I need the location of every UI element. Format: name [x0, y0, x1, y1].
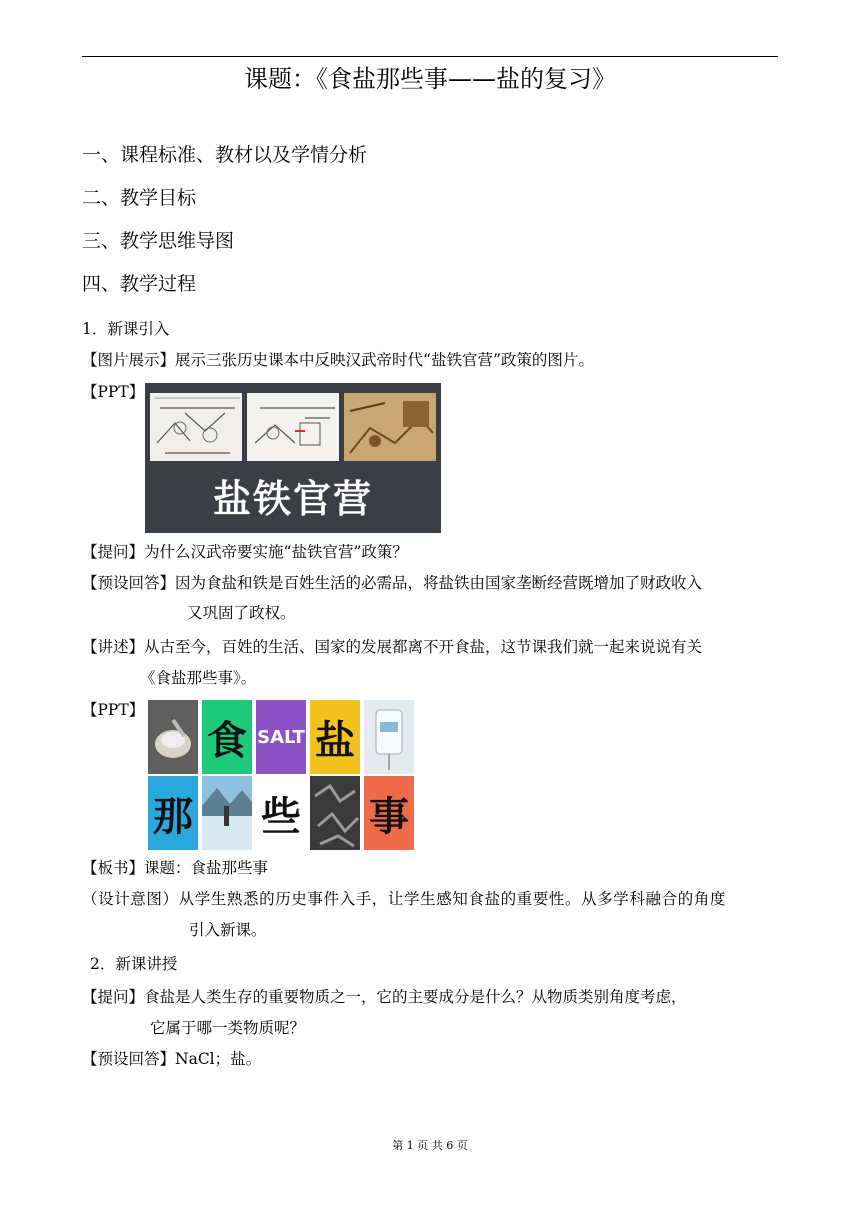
tile-yan: 盐: [310, 700, 360, 774]
answer-1-line-2: 又巩固了政权。: [187, 604, 296, 622]
narration-paragraph: [82, 635, 702, 659]
step-1-heading: 1．新课引入: [82, 320, 170, 338]
tile-iv-bag-photo: [364, 700, 414, 774]
answer-1-paragraph: [82, 571, 702, 595]
answer-1-line-1: 因为食盐和铁是百姓生活的必需品，将盐铁由国家垄断经营既增加了财政收入: [175, 574, 703, 592]
board-label: 【板书】: [82, 859, 145, 877]
narration-line-1: 从古至今，百姓的生活、国家的发展都离不开食盐，这节课我们就一起来说说有关: [144, 638, 703, 656]
board-paragraph: [82, 856, 268, 880]
narration-line-2: 《食盐那些事》。: [140, 669, 257, 687]
section-heading-1: 一、课程标准、教材以及学情分析: [82, 144, 368, 166]
rock-salt-icon: [310, 776, 360, 850]
answer-2-text: NaCl；盐。: [175, 1050, 262, 1068]
ppt-image-salt-iron: [145, 383, 441, 533]
historical-illustration-1: [150, 393, 242, 461]
question-1-paragraph: [82, 540, 408, 564]
design-intent-paragraph: [82, 887, 726, 911]
tile-xie: 些: [256, 776, 306, 850]
section-heading-4: 四、教学过程: [82, 273, 197, 295]
ppt-caption-salt-iron: 盐铁官营: [212, 477, 373, 521]
step-2-heading: 2．新课讲授: [90, 955, 178, 973]
tile-shi: 食: [202, 700, 252, 774]
header-rule: [82, 56, 778, 57]
ppt-image-salt-tiles: [148, 700, 416, 850]
tile-salt-photo: [148, 700, 198, 774]
answer-2-paragraph: [82, 1047, 261, 1071]
narration-label: 【讲述】: [82, 638, 145, 656]
picture-show-paragraph: [82, 348, 594, 372]
question-2-line-2: 它属于哪一类物质呢？: [150, 1019, 306, 1037]
question-2-paragraph: [82, 985, 687, 1009]
design-intent-line-2: 引入新课。: [189, 921, 267, 939]
tile-rock-salt-photo: [310, 776, 360, 850]
question-1-text: 为什么汉武帝要实施“盐铁官营”政策？: [144, 543, 408, 561]
page-title: 课题：《食盐那些事——盐的复习》: [244, 65, 616, 93]
section-heading-3: 三、教学思维导图: [82, 230, 235, 252]
salt-cellar-icon: [148, 700, 198, 774]
picture-show-text: 展示三张历史课本中反映汉武帝时代“盐铁官营”政策的图片。: [175, 351, 594, 369]
ppt-label-1: 【PPT】: [82, 383, 145, 401]
tile-salt-lake-photo: [202, 776, 252, 850]
answer-2-label: 【预设回答】: [82, 1050, 176, 1068]
question-2-line-1: 食盐是人类生存的重要物质之一，它的主要成分是什么？从物质类别角度考虑，: [144, 988, 687, 1006]
page-footer: 第 1 页 共 6 页: [392, 1139, 468, 1152]
ppt-label-2: 【PPT】: [82, 701, 145, 719]
answer-1-label: 【预设回答】: [82, 574, 176, 592]
picture-show-label: 【图片展示】: [82, 351, 176, 369]
question-1-label: 【提问】: [82, 543, 145, 561]
design-intent-line-1: 从学生熟悉的历史事件入手，让学生感知食盐的重要性。从多学科融合的角度: [178, 890, 727, 908]
design-intent-label: （设计意图）: [82, 890, 179, 908]
tile-shi-affair: 事: [364, 776, 414, 850]
salt-lake-icon: [202, 776, 252, 850]
tile-salt-word: SALT: [256, 700, 306, 774]
board-text: 课题：食盐那些事: [144, 859, 269, 877]
iv-bag-icon: [364, 700, 414, 774]
historical-illustration-2: [247, 393, 339, 461]
historical-illustration-3: [344, 393, 436, 461]
section-heading-2: 二、教学目标: [82, 187, 197, 209]
tile-na: 那: [148, 776, 198, 850]
question-2-label: 【提问】: [82, 988, 145, 1006]
